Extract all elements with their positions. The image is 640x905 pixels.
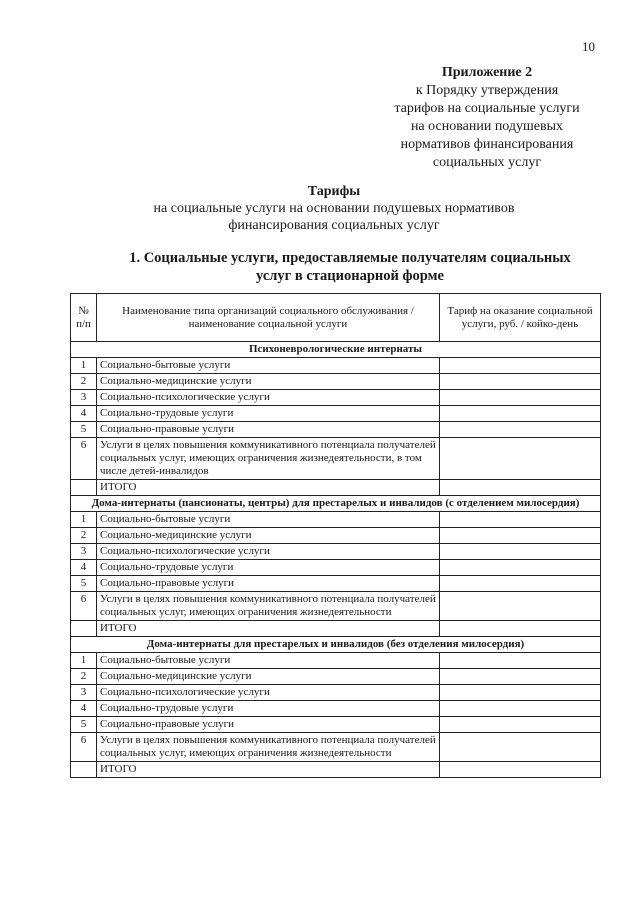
appendix-line: тарифов на социальные услуги — [394, 101, 580, 116]
tariff-cell — [440, 560, 601, 576]
row-number: 1 — [71, 512, 97, 528]
table-row — [71, 653, 601, 669]
tariff-cell — [440, 717, 601, 733]
group-title: Дома-интернаты для престарелых и инвалидов (без отделения милосердия) — [71, 637, 601, 653]
table-row — [71, 438, 601, 480]
table-body — [71, 342, 601, 778]
service-name: ИТОГО — [97, 762, 440, 778]
table-row — [71, 685, 601, 701]
tariff-cell — [440, 528, 601, 544]
appendix-block — [360, 64, 614, 172]
tariff-cell — [440, 701, 601, 717]
table-row — [71, 717, 601, 733]
tariff-cell — [440, 685, 601, 701]
service-name: Социально-психологические услуги — [97, 685, 440, 701]
tariff-cell — [440, 512, 601, 528]
table-row — [71, 512, 601, 528]
page-number: 10 — [582, 39, 595, 54]
row-number: 2 — [71, 528, 97, 544]
header-tariff: Тариф на оказание социальной услуги, руб. / койко-день — [440, 294, 601, 342]
service-name: Социально-медицинские услуги — [97, 669, 440, 685]
table-row — [71, 762, 601, 778]
table-row — [71, 669, 601, 685]
tariff-cell — [440, 576, 601, 592]
table-row — [71, 621, 601, 637]
table-row — [71, 544, 601, 560]
service-name: Социально-трудовые услуги — [97, 560, 440, 576]
table-row — [71, 358, 601, 374]
service-name: Социально-бытовые услуги — [97, 512, 440, 528]
service-name: Социально-трудовые услуги — [97, 701, 440, 717]
group-title: Психоневрологические интернаты — [71, 342, 601, 358]
service-name: Социально-психологические услуги — [97, 544, 440, 560]
tariff-cell — [440, 358, 601, 374]
service-name: Социально-психологические услуги — [97, 390, 440, 406]
row-number: 4 — [71, 560, 97, 576]
row-number: 6 — [71, 733, 97, 762]
row-number: 1 — [71, 358, 97, 374]
table-row — [71, 592, 601, 621]
appendix-line: на основании подушевых — [410, 119, 564, 134]
document-subtitle-line: на социальные услуги на основании подушевых нормативов — [153, 201, 515, 216]
group-header-row — [71, 637, 601, 653]
tariff-cell — [440, 669, 601, 685]
service-name: Социально-правовые услуги — [97, 717, 440, 733]
tariff-cell — [440, 480, 601, 496]
row-number: 5 — [71, 422, 97, 438]
section-heading — [100, 249, 600, 285]
section-heading-line: услуг в стационарной форме — [256, 268, 444, 284]
tariff-cell — [440, 733, 601, 762]
tariff-cell — [440, 762, 601, 778]
tariff-cell — [440, 390, 601, 406]
service-name: Услуги в целях повышения коммуникативного потенциала получателей социальных услуг, имеющих ограничения жизнедеятельности — [97, 592, 440, 621]
row-number: 5 — [71, 717, 97, 733]
tariff-cell — [440, 422, 601, 438]
header-num: № п/п — [71, 294, 97, 342]
row-number: 4 — [71, 701, 97, 717]
service-name: Социально-правовые услуги — [97, 422, 440, 438]
document-subtitle-line: финансирования социальных услуг — [228, 218, 440, 233]
table-row — [71, 390, 601, 406]
row-number: 3 — [71, 390, 97, 406]
table-row — [71, 733, 601, 762]
group-header-row — [71, 496, 601, 512]
row-number — [71, 621, 97, 637]
table-header-row — [71, 294, 601, 342]
tariff-cell — [440, 374, 601, 390]
service-name: ИТОГО — [97, 621, 440, 637]
row-number: 3 — [71, 544, 97, 560]
tariff-cell — [440, 438, 601, 480]
row-number — [71, 762, 97, 778]
title-block — [70, 183, 598, 234]
row-number: 6 — [71, 592, 97, 621]
tariffs-table — [70, 293, 601, 778]
row-number: 2 — [71, 669, 97, 685]
tariff-cell — [440, 592, 601, 621]
row-number: 6 — [71, 438, 97, 480]
tariff-cell — [440, 653, 601, 669]
tariff-cell — [440, 544, 601, 560]
row-number: 5 — [71, 576, 97, 592]
appendix-line: нормативов финансирования — [400, 137, 574, 152]
service-name: Социально-правовые услуги — [97, 576, 440, 592]
group-title: Дома-интернаты (пансионаты, центры) для престарелых и инвалидов (с отделением милосердия) — [71, 496, 601, 512]
document-title: Тарифы — [307, 184, 361, 199]
appendix-line: к Порядку утверждения — [415, 83, 559, 98]
row-number: 1 — [71, 653, 97, 669]
group-header-row — [71, 342, 601, 358]
service-name: Социально-трудовые услуги — [97, 406, 440, 422]
tariff-cell — [440, 621, 601, 637]
row-number — [71, 480, 97, 496]
table-row — [71, 560, 601, 576]
table-row — [71, 422, 601, 438]
service-name: Социально-медицинские услуги — [97, 374, 440, 390]
row-number: 2 — [71, 374, 97, 390]
table-row — [71, 528, 601, 544]
table-row — [71, 406, 601, 422]
row-number: 3 — [71, 685, 97, 701]
table-row — [71, 701, 601, 717]
header-name: Наименование типа организаций социального обслуживания / наименование социальной услуги — [97, 294, 440, 342]
service-name: Социально-бытовые услуги — [97, 358, 440, 374]
service-name: ИТОГО — [97, 480, 440, 496]
row-number: 4 — [71, 406, 97, 422]
table-row — [71, 576, 601, 592]
service-name: Услуги в целях повышения коммуникативного потенциала получателей социальных услуг, имеющих ограничения жизнедеятельности — [97, 733, 440, 762]
service-name: Услуги в целях повышения коммуникативного потенциала получателей социальных услуг, имеющих ограничения жизнедеятельности, в том числе детей-инвалидов — [97, 438, 440, 480]
service-name: Социально-бытовые услуги — [97, 653, 440, 669]
table-row — [71, 480, 601, 496]
appendix-line: социальных услуг — [432, 155, 542, 170]
table-row — [71, 374, 601, 390]
section-heading-line: 1. Социальные услуги, предоставляемые получателям социальных — [129, 250, 571, 266]
tariff-cell — [440, 406, 601, 422]
appendix-title: Приложение 2 — [441, 65, 533, 80]
service-name: Социально-медицинские услуги — [97, 528, 440, 544]
